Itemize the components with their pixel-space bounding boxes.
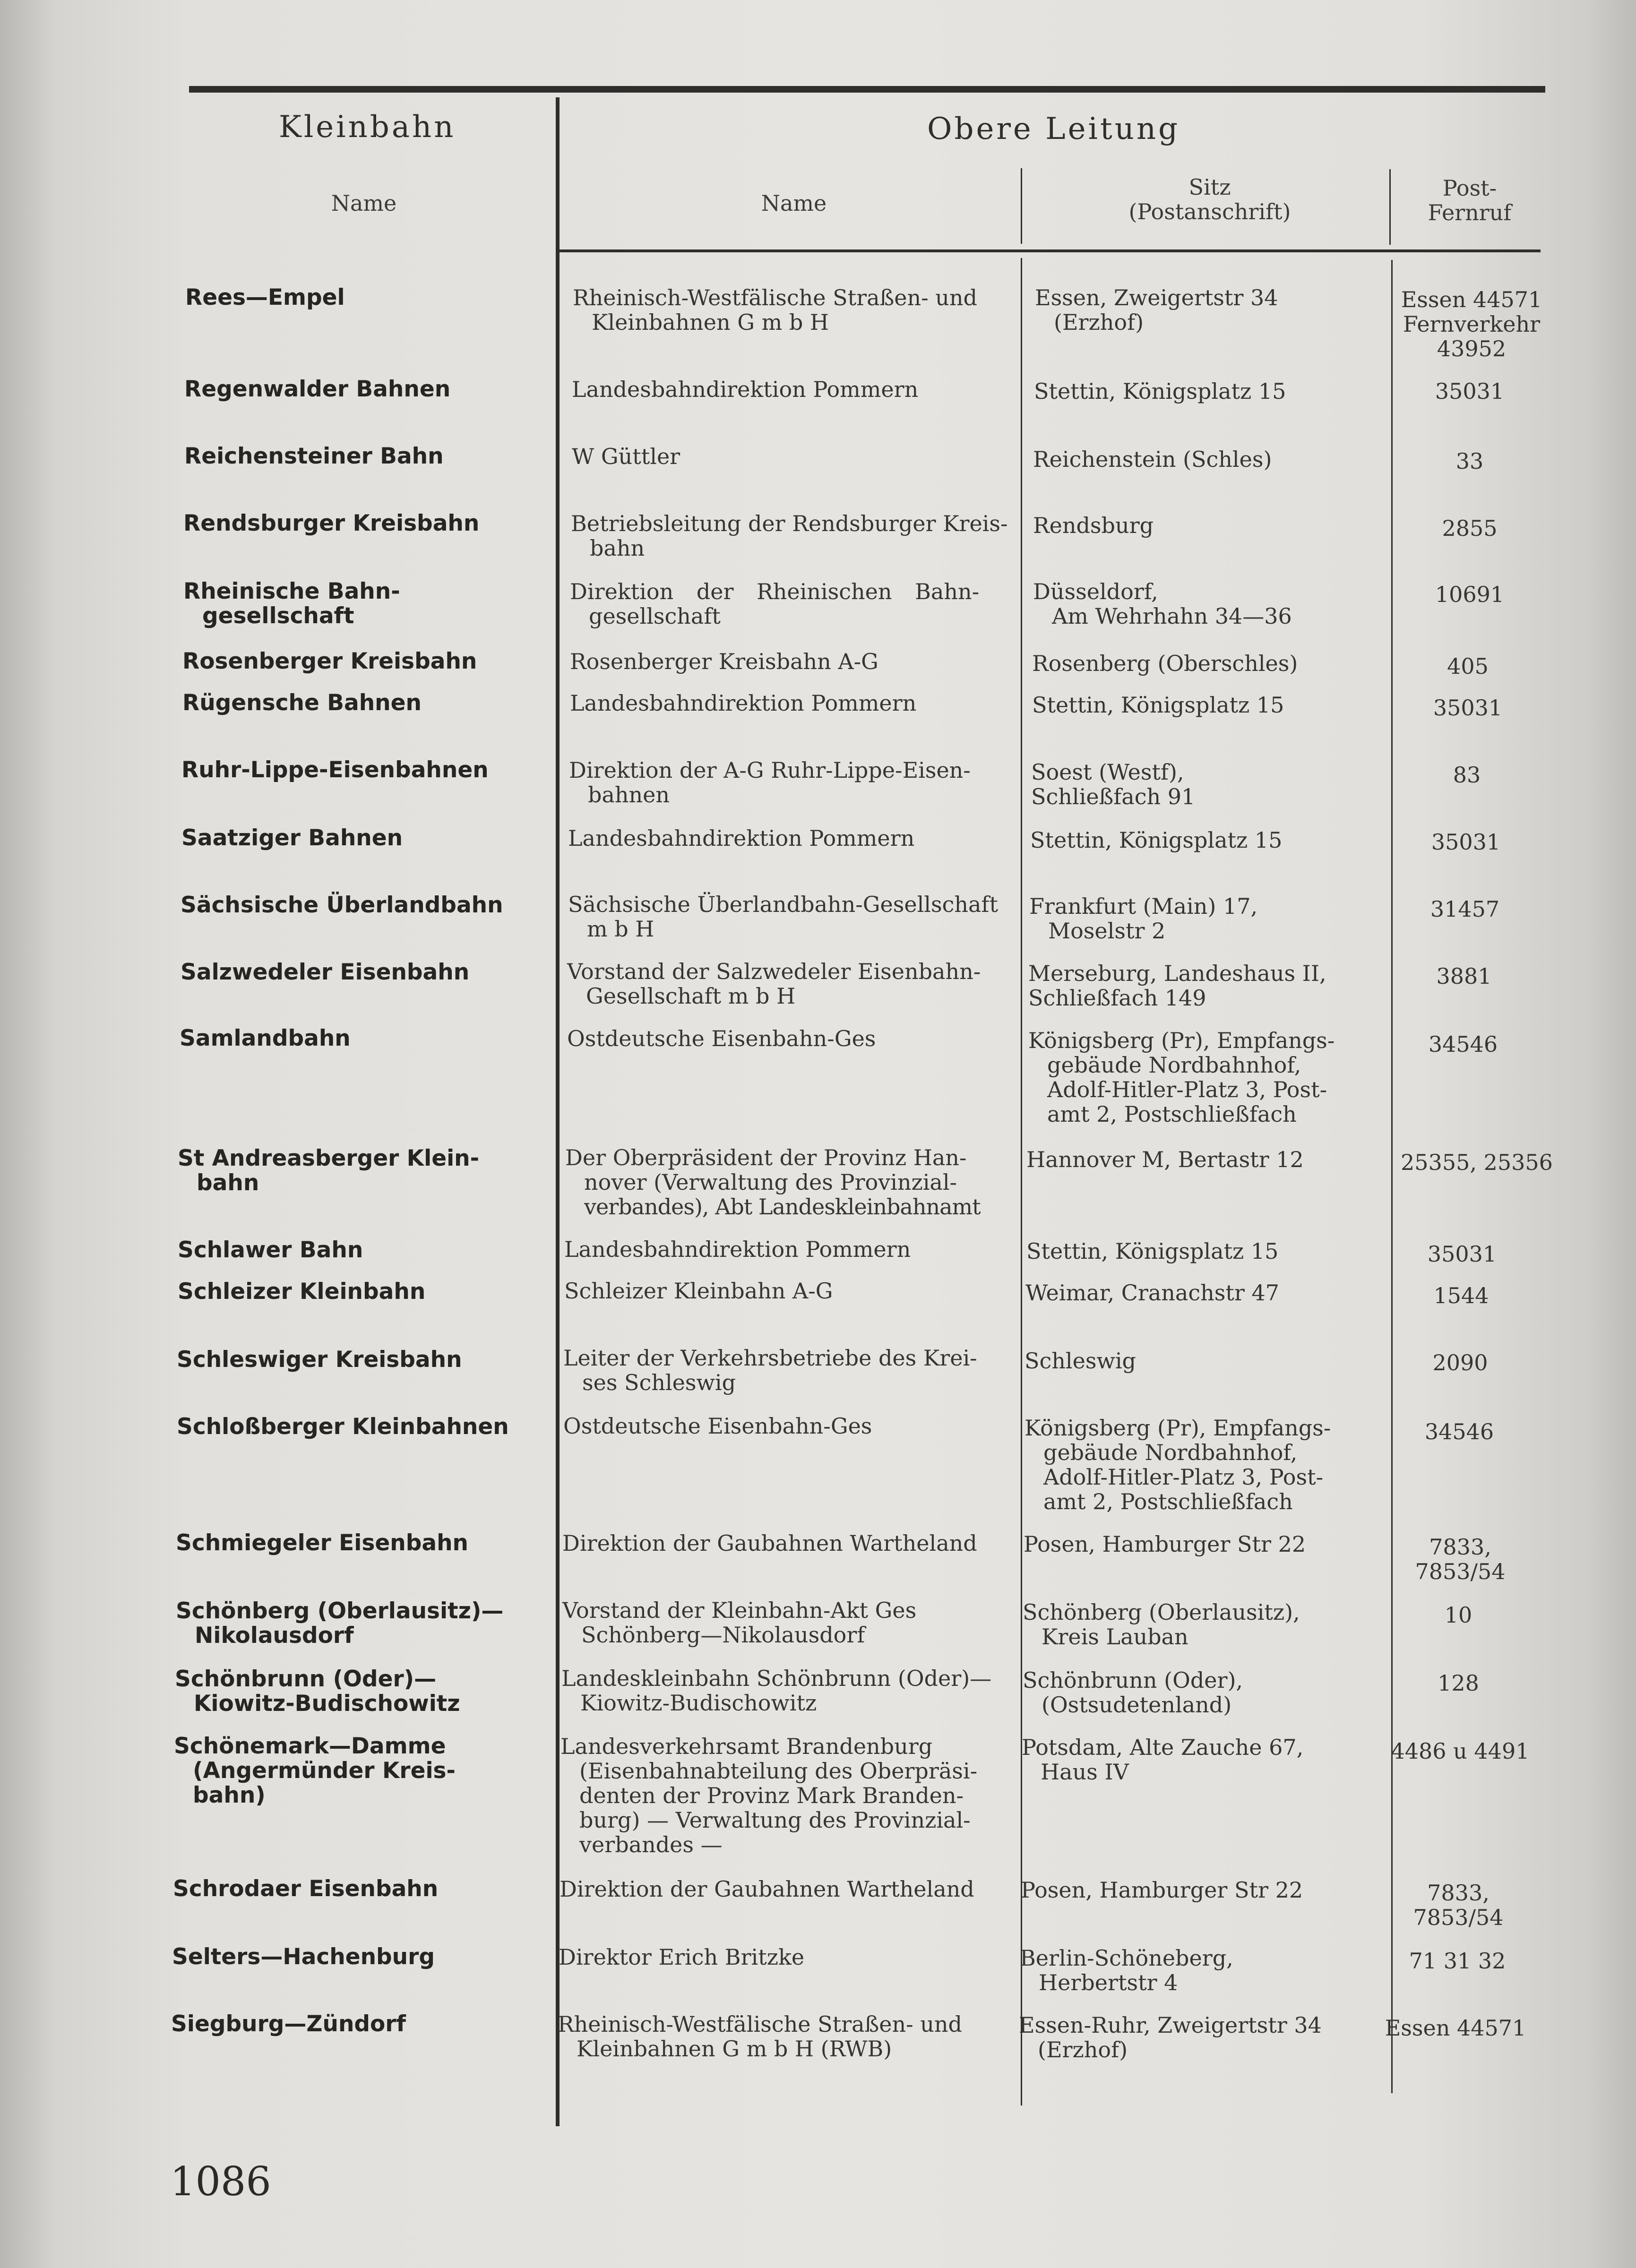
line: Stettin, Königsplatz 15 <box>1034 378 1286 404</box>
line: Reichenstein (Schles) <box>1033 447 1272 472</box>
line: Posen, Hamburger Str 22 <box>1024 1531 1306 1557</box>
line: verbandes), Abt Landeskleinbahnamt <box>584 1194 981 1220</box>
row-4-name <box>183 579 400 628</box>
line: 128 <box>1438 1670 1479 1696</box>
line: Herbertstr 4 <box>1039 1970 1178 1995</box>
line: 83 <box>1453 762 1481 788</box>
row-17-name <box>176 1531 468 1555</box>
line: denten der Provinz Mark Branden- <box>579 1783 964 1808</box>
line: Schleswig <box>1025 1348 1136 1374</box>
line: Stettin, Königsplatz 15 <box>1026 1238 1279 1264</box>
line: 2855 <box>1442 515 1498 541</box>
line: 33 <box>1455 448 1484 474</box>
line: Schönemark—Damme <box>174 1733 446 1759</box>
line: Potsdam, Alte Zauche 67, <box>1022 1735 1304 1760</box>
line: St Andreasberger Klein- <box>178 1145 480 1171</box>
row-8-leitung <box>568 826 914 850</box>
line: Schließfach 149 <box>1028 985 1206 1011</box>
row-5-sitz <box>1032 651 1298 676</box>
line: Kleinbahnen G m b H (RWB) <box>577 2036 892 2062</box>
row-15-sitz <box>1025 1349 1136 1373</box>
line: gesellschaft <box>589 603 721 629</box>
line: Siegburg—Zündorf <box>171 2011 406 2037</box>
row-0-leitung <box>573 285 977 335</box>
line: 7833, <box>1427 1880 1490 1906</box>
line: Königsberg (Pr), Empfangs- <box>1025 1415 1331 1441</box>
line: Landesverkehrsamt Brandenburg <box>560 1734 933 1759</box>
line: Schmiegeler Eisenbahn <box>176 1530 468 1556</box>
row-20-ruf <box>1385 1739 1536 1763</box>
line: Frankfurt (Main) 17, <box>1029 893 1258 919</box>
row-5-name <box>182 649 477 674</box>
line: Merseburg, Landeshaus II, <box>1028 961 1326 986</box>
row-8-name <box>181 826 403 850</box>
header-col-kleinbahn-name: Name <box>331 190 397 216</box>
row-9-sitz <box>1029 894 1257 943</box>
line: 34546 <box>1424 1419 1494 1444</box>
row-6-leitung <box>570 691 916 715</box>
row-22-leitung <box>559 1945 804 1969</box>
row-21-name <box>173 1877 438 1901</box>
line: Am Wehrhahn 34—36 <box>1052 603 1292 629</box>
row-12-sitz <box>1026 1147 1304 1172</box>
row-12-leitung <box>565 1145 981 1219</box>
row-15-ruf <box>1385 1350 1536 1375</box>
line: bahnen <box>588 782 670 808</box>
row-21-ruf <box>1383 1881 1534 1930</box>
line: Kiowitz-Budischowitz <box>194 1691 460 1717</box>
row-5-leitung <box>570 649 878 674</box>
line: Ruhr-Lippe-Eisenbahnen <box>181 757 489 783</box>
line: Schließfach 91 <box>1031 784 1196 809</box>
line: 405 <box>1447 653 1489 679</box>
row-2-sitz <box>1033 447 1272 472</box>
row-22-ruf <box>1382 1949 1533 1973</box>
line: Rees—Empel <box>185 284 345 310</box>
row-7-leitung <box>569 758 971 807</box>
line: Düsseldorf, <box>1033 579 1158 604</box>
vertical-rule-ruf <box>1391 260 1393 2093</box>
vertical-rule-sitz <box>1021 258 1022 2105</box>
row-14-ruf <box>1386 1283 1537 1308</box>
line: Direktion der Rheinischen Bahn- <box>570 579 980 604</box>
line: Schönbrunn (Oder)— <box>175 1666 437 1692</box>
line: Ostdeutsche Eisenbahn-Ges <box>567 1026 876 1051</box>
row-14-leitung <box>564 1279 833 1303</box>
line: Der Oberpräsident der Provinz Han- <box>565 1145 967 1170</box>
line: Schleizer Kleinbahn A-G <box>564 1278 833 1304</box>
row-10-name <box>181 960 469 985</box>
line: Adolf-Hitler-Platz 3, Post- <box>1043 1464 1324 1490</box>
row-13-ruf <box>1386 1242 1538 1266</box>
line: Essen 44571 <box>1401 287 1542 312</box>
row-12-name <box>178 1146 479 1195</box>
row-21-leitung <box>560 1877 974 1901</box>
row-16-sitz <box>1025 1416 1331 1514</box>
row-20-name <box>174 1734 456 1808</box>
line: 35031 <box>1427 1241 1497 1267</box>
row-22-sitz <box>1020 1946 1233 1995</box>
header-col-ruf <box>1394 176 1545 225</box>
line: Betriebsleitung der Rendsburger Kreis- <box>571 511 1008 536</box>
row-3-ruf <box>1394 516 1545 541</box>
row-3-name <box>183 511 479 536</box>
line: Moselstr 2 <box>1048 918 1166 944</box>
line: Schloßberger Kleinbahnen <box>177 1414 509 1440</box>
row-10-ruf <box>1388 964 1540 988</box>
line: Rendsburger Kreisbahn <box>183 510 480 536</box>
line: 7833, <box>1429 1534 1491 1560</box>
row-1-ruf <box>1394 379 1545 404</box>
row-6-ruf <box>1392 696 1543 720</box>
line: Hannover M, Bertastr 12 <box>1026 1147 1304 1172</box>
line: 1544 <box>1433 1283 1489 1308</box>
line: gebäude Nordbahnhof, <box>1043 1440 1298 1465</box>
row-23-sitz <box>1019 2013 1322 2062</box>
line: Schönberg (Oberlausitz)— <box>176 1598 504 1624</box>
header-col-sitz <box>1087 175 1333 224</box>
line: Posen, Hamburger Str 22 <box>1021 1877 1303 1903</box>
row-8-ruf <box>1390 830 1541 854</box>
page-number: 1086 <box>170 2158 271 2205</box>
line: 7853/54 <box>1413 1905 1504 1930</box>
line: Soest (Westf), <box>1031 759 1184 785</box>
line: Rügensche Bahnen <box>182 690 422 716</box>
line: Landesbahndirektion Pommern <box>564 1237 911 1262</box>
row-2-leitung <box>572 444 680 469</box>
line: Rosenberger Kreisbahn <box>182 648 477 674</box>
line: Adolf-Hitler-Platz 3, Post- <box>1047 1077 1327 1102</box>
header-col-leitung-name: Name <box>761 190 827 216</box>
row-4-leitung <box>570 579 979 628</box>
row-20-leitung <box>560 1734 977 1857</box>
line: Kleinbahnen G m b H <box>592 309 829 335</box>
line: Landesbahndirektion Pommern <box>570 690 917 716</box>
line: Sächsische Überlandbahn <box>181 892 503 918</box>
line: Schönberg—Nikolausdorf <box>581 1622 865 1648</box>
line: gebäude Nordbahnhof, <box>1047 1052 1301 1078</box>
line: Sächsische Überlandbahn-Gesellschaft <box>568 892 998 917</box>
row-6-sitz <box>1032 693 1284 717</box>
line: (Erzhof) <box>1038 2037 1128 2062</box>
row-19-sitz <box>1023 1668 1243 1717</box>
line: 35031 <box>1431 829 1501 855</box>
row-12-ruf <box>1399 1150 1555 1175</box>
line: amt 2, Postschließfach <box>1043 1489 1293 1514</box>
line: Schlawer Bahn <box>178 1237 363 1263</box>
header-bottom-rule <box>558 249 1541 252</box>
row-13-leitung <box>564 1237 911 1262</box>
line: 71 31 32 <box>1409 1948 1506 1974</box>
line: 3881 <box>1436 963 1492 989</box>
header-obere-leitung: Obere Leitung <box>927 112 1180 146</box>
line: 10691 <box>1435 582 1505 607</box>
row-18-ruf <box>1383 1603 1534 1627</box>
line: Kreis Lauban <box>1042 1624 1188 1649</box>
line: Reichensteiner Bahn <box>184 443 444 469</box>
vertical-rule-header-ruf <box>1389 169 1391 245</box>
line: bahn) <box>193 1782 266 1808</box>
line: amt 2, Postschließfach <box>1047 1101 1297 1127</box>
line: 34546 <box>1428 1031 1498 1057</box>
row-7-sitz <box>1031 760 1195 809</box>
line: Rendsburg <box>1033 513 1154 538</box>
line: 2090 <box>1432 1350 1488 1375</box>
row-6-name <box>182 691 422 715</box>
row-21-sitz <box>1021 1878 1303 1902</box>
row-17-leitung <box>562 1531 977 1555</box>
line: m b H <box>587 916 654 942</box>
line: Rosenberger Kreisbahn A-G <box>570 649 878 674</box>
line: (Erzhof) <box>1054 309 1144 335</box>
line: Vorstand der Kleinbahn-Akt Ges <box>562 1598 917 1623</box>
row-18-leitung <box>562 1598 916 1647</box>
header-col-sitz-line1: Sitz <box>1188 174 1231 200</box>
row-3-leitung <box>571 511 1008 560</box>
row-17-sitz <box>1024 1532 1306 1556</box>
row-10-sitz <box>1028 961 1326 1010</box>
line: Salzwedeler Eisenbahn <box>181 959 470 985</box>
vertical-rule-main <box>556 97 560 2126</box>
line: bahn <box>590 535 645 561</box>
row-3-sitz <box>1033 513 1154 538</box>
row-16-name <box>177 1415 509 1439</box>
row-11-sitz <box>1028 1028 1335 1126</box>
line: Direktion der Gaubahnen Wartheland <box>562 1530 977 1556</box>
line: 35031 <box>1433 695 1503 721</box>
line: 43952 <box>1437 336 1507 361</box>
line: ses Schleswig <box>582 1370 736 1395</box>
line: Essen, Zweigertstr 34 <box>1035 285 1278 310</box>
line: bahn <box>197 1170 259 1196</box>
line: Rheinische Bahn- <box>183 578 400 604</box>
header-kleinbahn: Kleinbahn <box>279 110 456 145</box>
top-rule <box>189 86 1545 93</box>
row-1-name <box>184 377 450 402</box>
row-19-ruf <box>1383 1671 1534 1695</box>
line: Schönberg (Oberlausitz), <box>1023 1599 1300 1625</box>
row-16-ruf <box>1384 1419 1535 1444</box>
line: 35031 <box>1435 378 1505 404</box>
line: Saatziger Bahnen <box>181 825 403 851</box>
row-4-sitz <box>1033 579 1292 628</box>
line: Nikolausdorf <box>195 1623 354 1649</box>
line: Regenwalder Bahnen <box>184 376 451 402</box>
line: verbandes — <box>579 1832 723 1857</box>
row-10-leitung <box>567 959 981 1008</box>
row-1-leitung <box>572 377 918 402</box>
row-19-name <box>175 1667 460 1716</box>
line: Schönbrunn (Oder), <box>1023 1667 1243 1693</box>
row-0-name <box>185 285 345 310</box>
line: Rheinisch-Westfälische Straßen- und <box>573 285 977 310</box>
row-20-sitz <box>1022 1735 1303 1784</box>
line: Weimar, Cranachstr 47 <box>1025 1280 1279 1306</box>
row-4-ruf <box>1394 582 1545 607</box>
line: Leiter der Verkehrsbetriebe des Krei- <box>563 1345 977 1371</box>
row-9-leitung <box>568 892 998 941</box>
line: nover (Verwaltung des Provinzial- <box>584 1169 957 1195</box>
row-1-sitz <box>1034 379 1286 404</box>
row-18-sitz <box>1023 1600 1300 1649</box>
row-0-sitz <box>1035 285 1278 335</box>
row-9-ruf <box>1389 897 1541 921</box>
line: Essen 44571 <box>1385 2015 1526 2041</box>
line: (Angermünder Kreis- <box>193 1758 456 1784</box>
line: Selters—Hachenburg <box>172 1944 435 1970</box>
line: Direktor Erich Britzke <box>559 1944 805 1970</box>
row-16-leitung <box>563 1414 872 1438</box>
row-8-sitz <box>1030 828 1282 852</box>
header-col-sitz-line2: (Postanschrift) <box>1128 199 1291 224</box>
line: Rheinisch-Westfälische Straßen- und <box>558 2011 962 2037</box>
line: Rosenberg (Oberschles) <box>1032 651 1298 676</box>
line: (Ostsudetenland) <box>1042 1692 1232 1718</box>
line: 25355, 25356 <box>1401 1150 1553 1175</box>
line: Direktion der Gaubahnen Wartheland <box>560 1876 974 1902</box>
line: W Güttler <box>572 444 680 469</box>
row-14-sitz <box>1025 1280 1279 1305</box>
row-23-name <box>171 2012 406 2036</box>
line: Vorstand der Salzwedeler Eisenbahn- <box>567 959 981 984</box>
row-15-leitung <box>563 1346 977 1395</box>
line: Kiowitz-Budischowitz <box>580 1690 817 1716</box>
row-22-name <box>172 1945 435 1969</box>
header-col-ruf-line2: Fernruf <box>1428 200 1512 225</box>
line: Schrodaer Eisenbahn <box>173 1876 439 1902</box>
line: 10 <box>1444 1602 1472 1628</box>
row-11-name <box>180 1026 351 1051</box>
row-15-name <box>177 1348 462 1372</box>
line: 31457 <box>1430 896 1500 922</box>
line: Haus IV <box>1041 1759 1129 1785</box>
line: Landesbahndirektion Pommern <box>572 377 919 402</box>
line: Gesellschaft m b H <box>586 983 796 1009</box>
line: Direktion der A-G Ruhr-Lippe-Eisen- <box>569 757 971 783</box>
line: Königsberg (Pr), Empfangs- <box>1028 1028 1335 1053</box>
line: (Eisenbahnabteilung des Oberpräsi- <box>579 1758 978 1784</box>
row-2-name <box>184 444 444 469</box>
line: Berlin-Schöneberg, <box>1020 1945 1233 1971</box>
header-col-ruf-line1: Post- <box>1442 175 1497 201</box>
row-11-leitung <box>567 1026 876 1051</box>
row-7-ruf <box>1391 763 1542 787</box>
row-11-ruf <box>1387 1032 1539 1057</box>
row-2-ruf <box>1394 449 1545 473</box>
line: Ostdeutsche Eisenbahn-Ges <box>563 1413 872 1439</box>
row-9-name <box>181 893 503 918</box>
vertical-rule-header-sitz <box>1021 168 1022 244</box>
row-18-name <box>176 1599 503 1648</box>
line: burg) — Verwaltung des Provinzial- <box>579 1807 971 1833</box>
line: 7853/54 <box>1415 1559 1506 1584</box>
row-14-name <box>178 1280 425 1304</box>
row-19-leitung <box>561 1666 991 1715</box>
row-13-name <box>178 1238 363 1263</box>
line: Schleswiger Kreisbahn <box>177 1347 462 1373</box>
row-13-sitz <box>1026 1239 1278 1263</box>
row-0-ruf <box>1396 287 1547 361</box>
line: Stettin, Königsplatz 15 <box>1030 827 1283 853</box>
line: 4486 u 4491 <box>1391 1738 1530 1764</box>
row-23-leitung <box>558 2012 962 2061</box>
line: Essen-Ruhr, Zweigertstr 34 <box>1019 2012 1322 2038</box>
line: Samlandbahn <box>180 1025 351 1051</box>
line: Landeskleinbahn Schönbrunn (Oder)— <box>561 1666 992 1691</box>
line: Stettin, Königsplatz 15 <box>1032 692 1284 718</box>
row-17-ruf <box>1385 1535 1536 1584</box>
line: Landesbahndirektion Pommern <box>568 825 915 851</box>
line: Fernverkehr <box>1403 311 1541 337</box>
row-7-name <box>181 758 489 782</box>
row-23-ruf <box>1380 2016 1531 2040</box>
line: Schleizer Kleinbahn <box>178 1279 426 1305</box>
line: gesellschaft <box>202 603 354 629</box>
row-5-ruf <box>1392 654 1543 679</box>
